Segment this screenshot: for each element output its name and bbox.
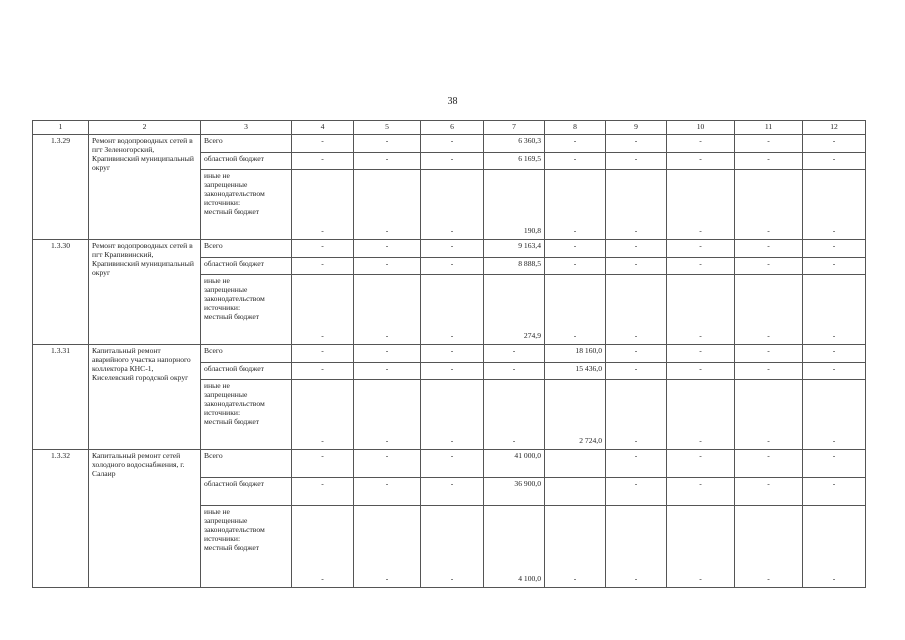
column-header-12: 12 xyxy=(803,121,866,135)
cell-col-11: - xyxy=(735,345,803,363)
cell-col-11: - xyxy=(735,363,803,380)
cell-col-10: - xyxy=(667,478,735,506)
cell-col-9: - xyxy=(606,450,667,478)
column-header-5: 5 xyxy=(354,121,421,135)
cell-col-11: - xyxy=(735,506,803,588)
cell-col-7: 8 888,5 xyxy=(484,258,545,275)
cell-col-12: - xyxy=(803,170,866,240)
cell-col-11: - xyxy=(735,258,803,275)
cell-col-5: - xyxy=(354,135,421,153)
funding-source-regional: областной бюджет xyxy=(201,153,292,170)
cell-col-7: - xyxy=(484,363,545,380)
source-line: запрещенные xyxy=(204,180,248,190)
cell-col-8: - xyxy=(545,275,606,345)
funding-source-regional: областной бюджет xyxy=(201,258,292,275)
funding-source-local xyxy=(201,170,292,240)
source-line: запрещенные xyxy=(204,390,248,400)
cell-col-9: - xyxy=(606,153,667,170)
cell-col-4: - xyxy=(292,380,354,450)
cell-col-4: - xyxy=(292,135,354,153)
funding-source-total: Всего xyxy=(201,345,292,363)
source-line: иные не xyxy=(204,171,230,180)
cell-col-7: 6 169,5 xyxy=(484,153,545,170)
source-line: законодательством xyxy=(204,525,265,535)
funding-source-local xyxy=(201,275,292,345)
cell-col-4: - xyxy=(292,506,354,588)
cell-col-11: - xyxy=(735,240,803,258)
item-name: Капитальный ремонт аварийного участка напорного коллектора КНС-1, Киселевский городской округ xyxy=(89,345,201,450)
source-local-label: местный бюджет xyxy=(204,543,260,553)
cell-col-5: - xyxy=(354,363,421,380)
cell-col-7: 274,9 xyxy=(484,275,545,345)
funding-source-local xyxy=(201,380,292,450)
cell-col-12: - xyxy=(803,275,866,345)
table-row xyxy=(33,135,866,153)
cell-col-12: - xyxy=(803,240,866,258)
cell-col-4: - xyxy=(292,345,354,363)
cell-col-10: - xyxy=(667,153,735,170)
cell-col-5: - xyxy=(354,506,421,588)
table-row xyxy=(33,345,866,363)
cell-col-6: - xyxy=(421,450,484,478)
funding-source-regional: областной бюджет xyxy=(201,363,292,380)
cell-col-5: - xyxy=(354,450,421,478)
source-local-label: местный бюджет xyxy=(204,207,260,217)
cell-col-8 xyxy=(545,478,606,506)
cell-col-11: - xyxy=(735,478,803,506)
item-name: Ремонт водопроводных сетей в пгт Крапивинский, Крапивинский муниципальный округ xyxy=(89,240,201,345)
cell-col-5: - xyxy=(354,153,421,170)
cell-col-12: - xyxy=(803,135,866,153)
source-line: запрещенные xyxy=(204,285,248,295)
cell-col-12: - xyxy=(803,380,866,450)
cell-col-7: 4 100,0 xyxy=(484,506,545,588)
cell-col-5: - xyxy=(354,240,421,258)
funding-source-regional: областной бюджет xyxy=(201,478,292,506)
cell-col-7: 9 163,4 xyxy=(484,240,545,258)
cell-col-8: - xyxy=(545,170,606,240)
source-line: иные не xyxy=(204,276,230,285)
cell-col-7: 6 360,3 xyxy=(484,135,545,153)
cell-col-6: - xyxy=(421,478,484,506)
source-line: источники: xyxy=(204,408,241,418)
column-header-8: 8 xyxy=(545,121,606,135)
cell-col-7: 36 900,0 xyxy=(484,478,545,506)
cell-col-4: - xyxy=(292,478,354,506)
cell-col-9: - xyxy=(606,345,667,363)
table-row xyxy=(33,240,866,258)
cell-col-4: - xyxy=(292,363,354,380)
cell-col-4: - xyxy=(292,240,354,258)
cell-col-6: - xyxy=(421,135,484,153)
cell-col-11: - xyxy=(735,170,803,240)
item-name: Ремонт водопроводных сетей в пгт Зеленогорский, Крапивинский муниципальный округ xyxy=(89,135,201,240)
cell-col-11: - xyxy=(735,135,803,153)
source-line: законодательством xyxy=(204,189,265,199)
funding-source-total: Всего xyxy=(201,240,292,258)
cell-col-8: - xyxy=(545,153,606,170)
cell-col-10: - xyxy=(667,275,735,345)
cell-col-8 xyxy=(545,450,606,478)
cell-col-5: - xyxy=(354,380,421,450)
column-header-7: 7 xyxy=(484,121,545,135)
cell-col-12: - xyxy=(803,345,866,363)
item-number: 1.3.31 xyxy=(33,345,89,450)
source-line: источники: xyxy=(204,198,241,208)
cell-col-4: - xyxy=(292,170,354,240)
cell-col-6: - xyxy=(421,506,484,588)
cell-col-11: - xyxy=(735,380,803,450)
column-header-6: 6 xyxy=(421,121,484,135)
cell-col-9: - xyxy=(606,275,667,345)
cell-col-11: - xyxy=(735,275,803,345)
cell-col-9: - xyxy=(606,135,667,153)
source-local-label: местный бюджет xyxy=(204,417,260,427)
cell-col-8: 18 160,0 xyxy=(545,345,606,363)
cell-col-6: - xyxy=(421,363,484,380)
funding-source-total: Всего xyxy=(201,135,292,153)
cell-col-12: - xyxy=(803,153,866,170)
cell-col-7: 41 000,0 xyxy=(484,450,545,478)
cell-col-10: - xyxy=(667,363,735,380)
source-local-label: местный бюджет xyxy=(204,312,260,322)
cell-col-5: - xyxy=(354,258,421,275)
cell-col-8: - xyxy=(545,258,606,275)
funding-source-total: Всего xyxy=(201,450,292,478)
cell-col-11: - xyxy=(735,450,803,478)
cell-col-10: - xyxy=(667,170,735,240)
item-name: Капитальный ремонт сетей холодного водоснабжения, г. Салаир xyxy=(89,450,201,588)
cell-col-4: - xyxy=(292,275,354,345)
column-header-11: 11 xyxy=(735,121,803,135)
source-line: запрещенные xyxy=(204,516,248,526)
source-line: законодательством xyxy=(204,294,265,304)
item-number: 1.3.29 xyxy=(33,135,89,240)
cell-col-11: - xyxy=(735,153,803,170)
column-header-1: 1 xyxy=(33,121,89,135)
cell-col-10: - xyxy=(667,345,735,363)
column-header-10: 10 xyxy=(667,121,735,135)
cell-col-10: - xyxy=(667,135,735,153)
cell-col-6: - xyxy=(421,345,484,363)
cell-col-9: - xyxy=(606,478,667,506)
cell-col-8: 15 436,0 xyxy=(545,363,606,380)
cell-col-4: - xyxy=(292,153,354,170)
column-header-9: 9 xyxy=(606,121,667,135)
cell-col-10: - xyxy=(667,506,735,588)
column-header-2: 2 xyxy=(89,121,201,135)
cell-col-9: - xyxy=(606,380,667,450)
cell-col-6: - xyxy=(421,275,484,345)
cell-col-6: - xyxy=(421,380,484,450)
funding-source-local xyxy=(201,506,292,588)
budget-table xyxy=(32,120,866,588)
column-header-3: 3 xyxy=(201,121,292,135)
cell-col-12: - xyxy=(803,506,866,588)
cell-col-6: - xyxy=(421,170,484,240)
table-row xyxy=(33,450,866,478)
cell-col-10: - xyxy=(667,240,735,258)
cell-col-12: - xyxy=(803,478,866,506)
page-number: 38 xyxy=(447,96,458,107)
cell-col-8: 2 724,0 xyxy=(545,380,606,450)
source-line: законодательством xyxy=(204,399,265,409)
item-number: 1.3.32 xyxy=(33,450,89,588)
cell-col-5: - xyxy=(354,345,421,363)
cell-col-5: - xyxy=(354,478,421,506)
cell-col-6: - xyxy=(421,153,484,170)
source-line: иные не xyxy=(204,381,230,390)
cell-col-8: - xyxy=(545,506,606,588)
source-line: источники: xyxy=(204,303,241,313)
cell-col-10: - xyxy=(667,380,735,450)
cell-col-9: - xyxy=(606,363,667,380)
source-line: иные не xyxy=(204,507,230,516)
cell-col-8: - xyxy=(545,240,606,258)
cell-col-10: - xyxy=(667,258,735,275)
item-number: 1.3.30 xyxy=(33,240,89,345)
cell-col-9: - xyxy=(606,240,667,258)
header-row xyxy=(33,121,866,135)
cell-col-10: - xyxy=(667,450,735,478)
cell-col-5: - xyxy=(354,170,421,240)
cell-col-7: 190,8 xyxy=(484,170,545,240)
cell-col-4: - xyxy=(292,258,354,275)
cell-col-12: - xyxy=(803,450,866,478)
column-header-4: 4 xyxy=(292,121,354,135)
cell-col-9: - xyxy=(606,258,667,275)
cell-col-12: - xyxy=(803,258,866,275)
cell-col-9: - xyxy=(606,170,667,240)
cell-col-9: - xyxy=(606,506,667,588)
cell-col-8: - xyxy=(545,135,606,153)
cell-col-6: - xyxy=(421,258,484,275)
cell-col-5: - xyxy=(354,275,421,345)
cell-col-6: - xyxy=(421,240,484,258)
source-line: источники: xyxy=(204,534,241,544)
cell-col-4: - xyxy=(292,450,354,478)
cell-col-7: - xyxy=(484,380,545,450)
cell-col-12: - xyxy=(803,363,866,380)
cell-col-7: - xyxy=(484,345,545,363)
